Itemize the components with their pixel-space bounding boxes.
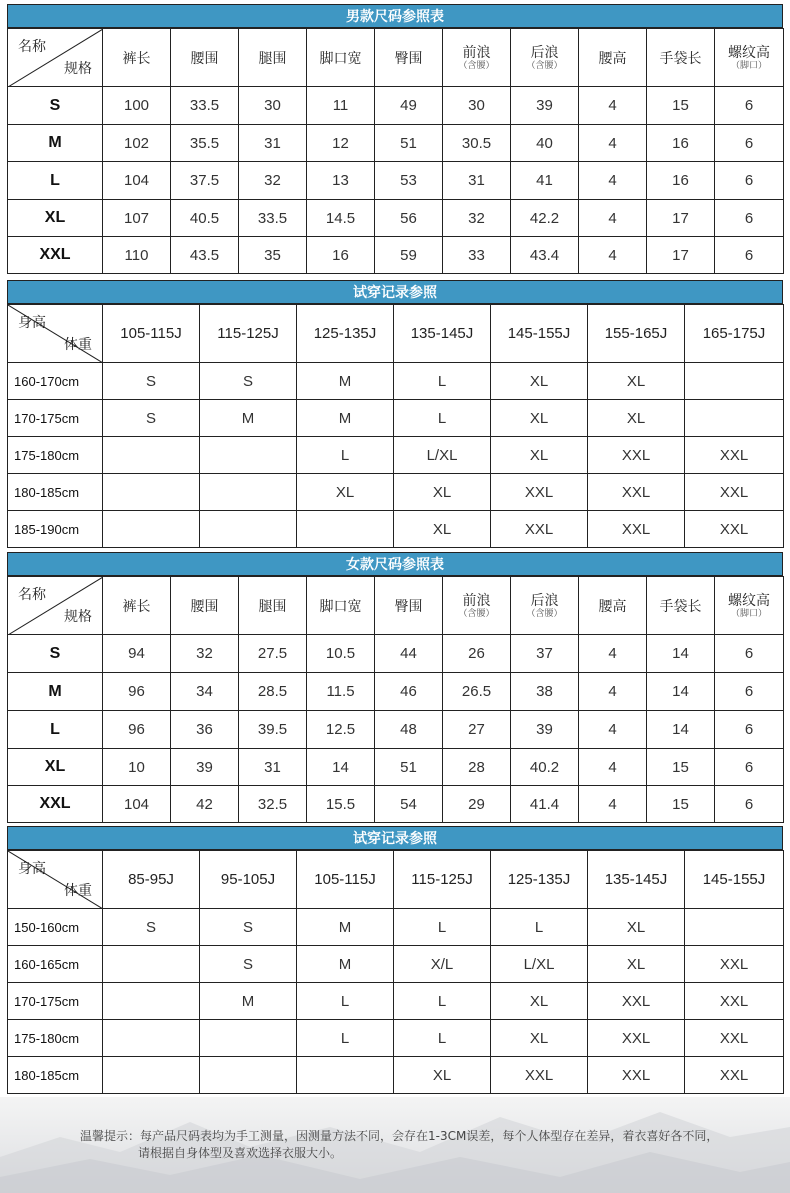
col-header: 腰高 [579,29,647,87]
women-fit-title: 试穿记录参照 [7,826,783,850]
table-row [8,200,784,237]
women-size-header-row [8,577,784,635]
men-size-title: 男款尺码参照表 [7,4,783,28]
table-cell: XXL [588,1057,685,1094]
table-cell: 39.5 [239,711,307,749]
table-cell: 48 [375,711,443,749]
col-header: 裤长 [103,577,171,635]
table-cell [685,909,784,946]
men-fit-table [7,304,784,548]
table-cell: 6 [715,200,784,237]
table-cell: 6 [715,162,784,200]
table-cell: 39 [171,749,239,786]
col-header: 螺纹高 （脚口） [715,29,784,87]
table-cell: 170-175cm [8,400,103,437]
table-cell: S [103,909,200,946]
col-header: 腿围 [239,29,307,87]
table-cell: L [394,1020,491,1057]
table-cell: 32 [239,162,307,200]
table-cell: XXL [491,474,588,511]
table-cell: 27 [443,711,511,749]
table-cell: XXL [588,474,685,511]
table-cell: L [297,983,394,1020]
col-header: 臀围 [375,29,443,87]
col-header: 前浪 （含腰） [443,577,511,635]
table-cell: 4 [579,786,647,823]
table-cell: 42.2 [511,200,579,237]
table-cell: 44 [375,635,443,673]
table-cell: 4 [579,125,647,162]
col-header: 165-175J [685,305,784,363]
table-cell [200,1057,297,1094]
table-cell: 6 [715,749,784,786]
table-cell: 4 [579,635,647,673]
table-cell: 54 [375,786,443,823]
table-row [8,786,784,823]
table-cell: 39 [511,711,579,749]
col-header: 裤长 [103,29,171,87]
table-cell: 17 [647,200,715,237]
table-cell: S [200,363,297,400]
table-cell: 104 [103,786,171,823]
table-cell: X/L [394,946,491,983]
table-cell: 100 [103,87,171,125]
table-cell: 11.5 [307,673,375,711]
corner-label-spec: 规格 [64,608,92,624]
table-cell: 27.5 [239,635,307,673]
table-cell: XL [297,474,394,511]
col-header: 手袋长 [647,577,715,635]
col-header: 105-115J [297,851,394,909]
table-cell: XXL [685,1020,784,1057]
table-cell: 6 [715,87,784,125]
col-header: 85-95J [103,851,200,909]
table-cell [685,363,784,400]
table-cell: 4 [579,673,647,711]
table-cell: 31 [443,162,511,200]
table-cell: XXL [491,511,588,548]
table-cell: L [8,711,103,749]
table-cell: 40 [511,125,579,162]
table-cell: XL [491,1020,588,1057]
women-size-corner [8,577,103,635]
table-cell: 32 [443,200,511,237]
table-cell: 180-185cm [8,1057,103,1094]
table-cell: XXL [685,474,784,511]
table-cell: 41 [511,162,579,200]
table-cell [103,474,200,511]
table-cell [103,1057,200,1094]
table-cell: 15 [647,749,715,786]
table-cell: 94 [103,635,171,673]
table-cell: 4 [579,200,647,237]
table-row [8,711,784,749]
table-cell: M [297,400,394,437]
women-fit-section [7,826,783,1094]
table-cell [103,511,200,548]
col-header: 145-155J [491,305,588,363]
table-cell [297,511,394,548]
table-cell: S [8,635,103,673]
table-cell: 35.5 [171,125,239,162]
corner-label-height: 身高 [18,860,46,876]
table-row [8,511,784,548]
table-cell: XL [491,363,588,400]
table-cell: 39 [511,87,579,125]
table-cell: 160-165cm [8,946,103,983]
table-cell: 14 [647,673,715,711]
table-cell: 175-180cm [8,437,103,474]
table-cell: 6 [715,711,784,749]
table-cell: 15 [647,786,715,823]
men-fit-corner [8,305,103,363]
men-fit-header-row [8,305,784,363]
table-row [8,437,784,474]
table-cell: 29 [443,786,511,823]
col-header: 135-145J [588,851,685,909]
col-header: 手袋长 [647,29,715,87]
table-cell: 6 [715,635,784,673]
table-cell: 102 [103,125,171,162]
table-cell: 12.5 [307,711,375,749]
table-cell: 4 [579,237,647,274]
table-cell [297,1057,394,1094]
table-row [8,1020,784,1057]
table-cell: 36 [171,711,239,749]
women-size-section [7,552,783,823]
col-header: 后浪 （含腰） [511,29,579,87]
table-cell: XL [8,749,103,786]
table-row [8,363,784,400]
corner-label-height: 身高 [18,314,46,330]
table-row [8,87,784,125]
table-cell: 180-185cm [8,474,103,511]
col-header: 115-125J [200,305,297,363]
table-cell: 32.5 [239,786,307,823]
table-cell: 31 [239,749,307,786]
table-cell [685,400,784,437]
table-cell: 16 [647,162,715,200]
table-cell: 26 [443,635,511,673]
table-cell: 14 [647,635,715,673]
mountain-background [0,1097,790,1193]
women-fit-corner [8,851,103,909]
col-header: 臀围 [375,577,443,635]
table-cell: XL [588,400,685,437]
table-cell: 107 [103,200,171,237]
col-header: 腰围 [171,29,239,87]
col-header: 腰围 [171,577,239,635]
table-cell: 6 [715,237,784,274]
corner-label-weight: 体重 [64,882,92,898]
table-cell: 15.5 [307,786,375,823]
footer-note [0,1097,790,1193]
table-cell: L [394,400,491,437]
table-cell: 14.5 [307,200,375,237]
table-cell: 42 [171,786,239,823]
col-header: 105-115J [103,305,200,363]
table-cell: XL [491,400,588,437]
footer-line-1: 温馨提示：每产品尺码表均为手工测量，因测量方法不同，会存在1-3CM误差，每个人体型存在差异，着衣喜好各不同， [80,1129,719,1143]
table-cell: L [8,162,103,200]
table-row [8,983,784,1020]
women-fit-header-row [8,851,784,909]
table-cell [200,511,297,548]
table-cell [200,1020,297,1057]
table-cell: L [297,1020,394,1057]
table-row [8,237,784,274]
table-cell: 38 [511,673,579,711]
table-cell [200,437,297,474]
table-cell: L/XL [394,437,491,474]
table-cell: XL [394,474,491,511]
col-header: 后浪 （含腰） [511,577,579,635]
table-cell: 53 [375,162,443,200]
table-row [8,749,784,786]
table-cell: 4 [579,162,647,200]
table-cell: 6 [715,786,784,823]
table-cell: M [297,909,394,946]
men-size-table [7,28,784,274]
men-size-section [7,4,783,274]
table-cell: 37 [511,635,579,673]
table-cell: L [394,363,491,400]
table-cell: M [200,400,297,437]
table-cell: 10.5 [307,635,375,673]
table-cell: 32 [171,635,239,673]
table-cell: 12 [307,125,375,162]
table-cell: 34 [171,673,239,711]
table-cell: 37.5 [171,162,239,200]
table-cell: 43.5 [171,237,239,274]
women-size-title: 女款尺码参照表 [7,552,783,576]
table-cell [103,1020,200,1057]
table-cell: XXL [588,983,685,1020]
table-cell: 35 [239,237,307,274]
col-header: 95-105J [200,851,297,909]
table-cell: 56 [375,200,443,237]
table-row [8,1057,784,1094]
table-cell: L/XL [491,946,588,983]
col-header: 腰高 [579,577,647,635]
table-cell: 28.5 [239,673,307,711]
table-cell: L [491,909,588,946]
table-cell: 30 [443,87,511,125]
table-row [8,474,784,511]
table-cell: 14 [647,711,715,749]
table-cell: 41.4 [511,786,579,823]
table-cell: XXL [685,511,784,548]
men-fit-section [7,280,783,548]
men-size-header-row [8,29,784,87]
table-cell: XL [491,983,588,1020]
corner-label-name: 名称 [18,38,46,54]
table-cell: L [297,437,394,474]
table-cell: 175-180cm [8,1020,103,1057]
table-cell [200,474,297,511]
table-cell: 110 [103,237,171,274]
table-row [8,946,784,983]
table-cell: XXL [8,786,103,823]
table-cell: M [8,673,103,711]
table-cell: 16 [307,237,375,274]
col-header: 前浪 （含腰） [443,29,511,87]
col-header: 135-145J [394,305,491,363]
table-cell: XL [8,200,103,237]
table-cell: XXL [685,983,784,1020]
col-header: 脚口宽 [307,29,375,87]
table-row [8,635,784,673]
table-cell: 150-160cm [8,909,103,946]
table-cell: 30.5 [443,125,511,162]
table-cell: S [103,363,200,400]
table-cell: M [297,363,394,400]
table-cell: 160-170cm [8,363,103,400]
table-cell: 96 [103,711,171,749]
table-cell: XL [394,1057,491,1094]
table-cell: S [200,909,297,946]
women-size-table [7,576,784,823]
table-cell: 14 [307,749,375,786]
table-cell: 33 [443,237,511,274]
table-cell: XXL [588,437,685,474]
table-cell: M [200,983,297,1020]
table-cell: 40.2 [511,749,579,786]
table-cell: XXL [8,237,103,274]
table-cell: XL [394,511,491,548]
men-fit-title: 试穿记录参照 [7,280,783,304]
table-cell: 16 [647,125,715,162]
table-cell: M [8,125,103,162]
table-cell: 104 [103,162,171,200]
table-cell: 13 [307,162,375,200]
table-cell: 30 [239,87,307,125]
table-cell: XXL [685,946,784,983]
table-cell: XL [491,437,588,474]
table-cell: 10 [103,749,171,786]
table-cell: XXL [685,1057,784,1094]
men-size-corner [8,29,103,87]
table-row [8,909,784,946]
table-cell: 26.5 [443,673,511,711]
table-cell: S [8,87,103,125]
col-header: 125-135J [297,305,394,363]
table-cell: XXL [588,1020,685,1057]
col-header: 螺纹高 （脚口） [715,577,784,635]
table-cell: 6 [715,125,784,162]
col-header: 125-135J [491,851,588,909]
table-cell: 43.4 [511,237,579,274]
table-cell: 4 [579,711,647,749]
footer-line-2: 请根据自身体型及喜欢选择衣服大小。 [138,1146,343,1160]
table-cell: 51 [375,749,443,786]
table-cell: 33.5 [171,87,239,125]
table-cell: 96 [103,673,171,711]
table-cell [103,946,200,983]
table-cell: 170-175cm [8,983,103,1020]
table-cell: 17 [647,237,715,274]
col-header: 145-155J [685,851,784,909]
table-cell: XL [588,909,685,946]
col-header: 115-125J [394,851,491,909]
table-row [8,400,784,437]
table-cell: 11 [307,87,375,125]
table-cell: L [394,909,491,946]
table-cell [103,437,200,474]
table-cell: 49 [375,87,443,125]
corner-label-weight: 体重 [64,336,92,352]
table-row [8,673,784,711]
women-fit-table [7,850,784,1094]
table-cell: XXL [588,511,685,548]
table-cell: 4 [579,87,647,125]
table-cell: XXL [491,1057,588,1094]
table-row [8,125,784,162]
table-cell: 185-190cm [8,511,103,548]
table-cell: 15 [647,87,715,125]
table-cell: 40.5 [171,200,239,237]
table-cell: XXL [685,437,784,474]
table-cell: 59 [375,237,443,274]
table-cell: 31 [239,125,307,162]
table-cell: XL [588,363,685,400]
col-header: 脚口宽 [307,577,375,635]
table-cell: 51 [375,125,443,162]
table-cell: XL [588,946,685,983]
table-cell [103,983,200,1020]
corner-label-name: 名称 [18,586,46,602]
table-cell: S [200,946,297,983]
col-header: 155-165J [588,305,685,363]
table-cell: M [297,946,394,983]
table-cell: 46 [375,673,443,711]
table-cell: 6 [715,673,784,711]
table-row [8,162,784,200]
corner-label-spec: 规格 [64,60,92,76]
table-cell: L [394,983,491,1020]
col-header: 腿围 [239,577,307,635]
table-cell: S [103,400,200,437]
table-cell: 33.5 [239,200,307,237]
table-cell: 28 [443,749,511,786]
table-cell: 4 [579,749,647,786]
